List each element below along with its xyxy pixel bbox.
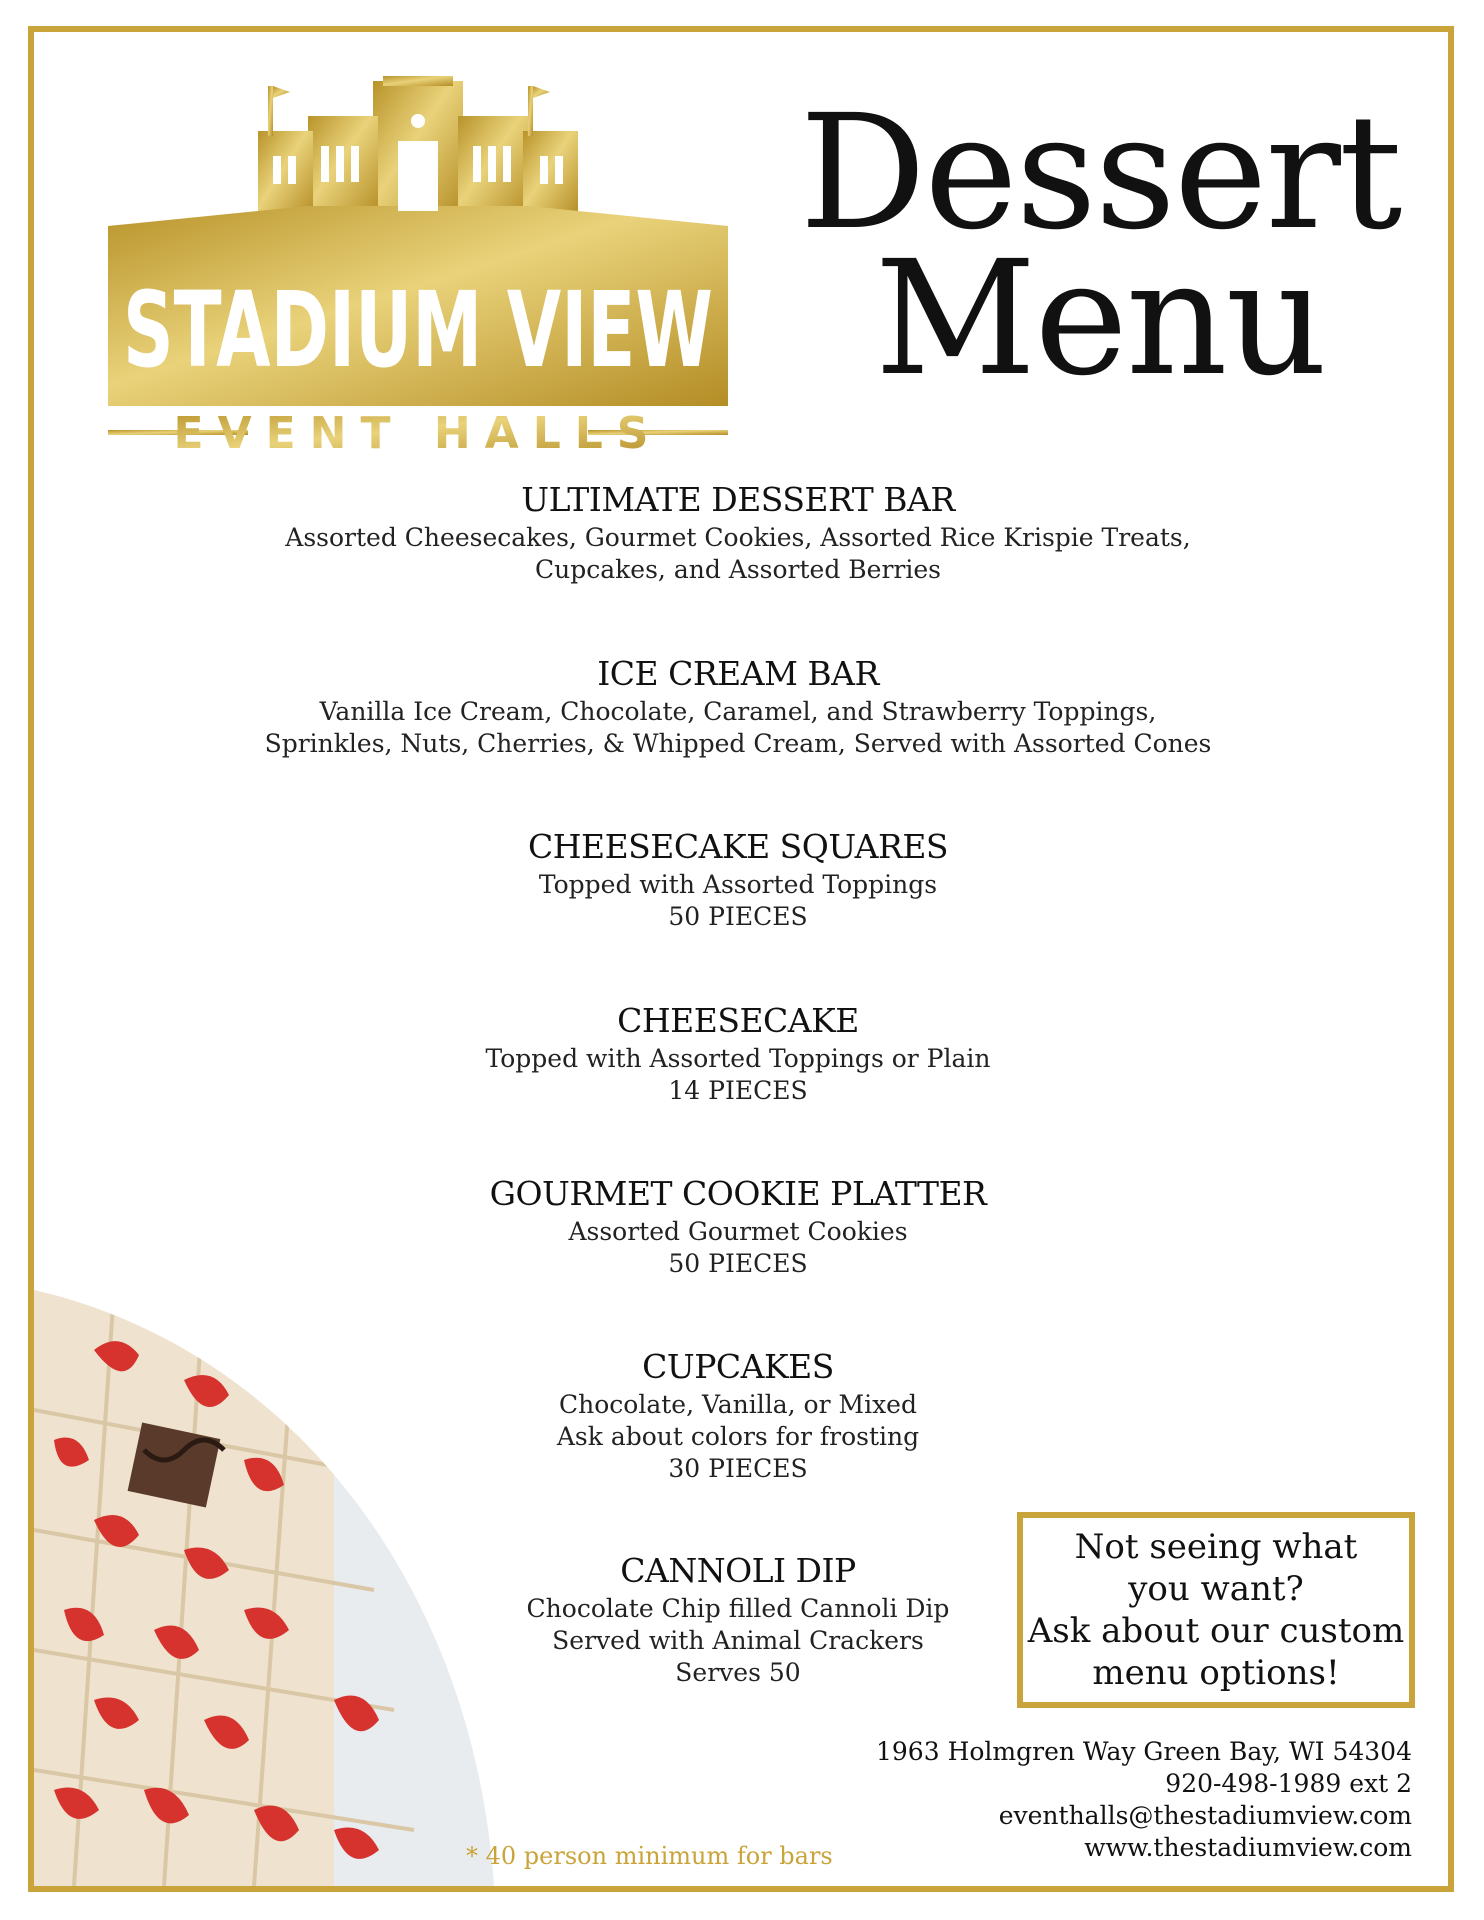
menu-item-ultimate-dessert-bar — [240, 478, 1236, 586]
menu-item-description: Chocolate, Vanilla, or Mixed — [559, 1390, 917, 1419]
custom-menu-callout — [1017, 1512, 1415, 1708]
menu-item-description: Sprinkles, Nuts, Cherries, & Whipped Cream, Served with Assorted Cones — [264, 729, 1212, 758]
menu-item-quantity: 14 PIECES — [668, 1076, 808, 1105]
menu-item-title: CANNOLI DIP — [620, 1551, 856, 1590]
svg-text:STADIUM VIEW: STADIUM VIEW — [123, 269, 713, 391]
menu-item-description: Cupcakes, and Assorted Berries — [535, 555, 941, 584]
menu-item-description: Assorted Gourmet Cookies — [568, 1217, 908, 1246]
minimum-note: * 40 person minimum for bars — [466, 1842, 833, 1870]
menu-item-cheesecake — [240, 999, 1236, 1107]
callout-line: menu options! — [1092, 1653, 1340, 1693]
menu-item-title: CUPCAKES — [642, 1347, 834, 1386]
menu-item-quantity: 50 PIECES — [668, 902, 808, 931]
menu-item-title: CHEESECAKE — [617, 1001, 859, 1040]
callout-line: Not seeing what — [1074, 1527, 1358, 1567]
menu-item-title: ICE CREAM BAR — [597, 654, 879, 693]
title-line-2: Menu — [874, 227, 1326, 411]
callout-line: you want? — [1128, 1569, 1304, 1609]
menu-item-ice-cream-bar — [240, 652, 1236, 760]
page-title — [760, 81, 1440, 411]
title-line-1: Dessert — [799, 81, 1401, 265]
menu-item-description: Assorted Cheesecakes, Gourmet Cookies, Assorted Rice Krispie Treats, — [285, 523, 1191, 552]
stadium-view-logo — [108, 76, 728, 459]
address: 1963 Holmgren Way Green Bay, WI 54304 — [876, 1737, 1412, 1766]
menu-item-quantity: 50 PIECES — [668, 1249, 808, 1278]
menu-item-title: GOURMET COOKIE PLATTER — [489, 1174, 987, 1213]
contact-info — [876, 1736, 1412, 1864]
menu-item-description: Chocolate Chip filled Cannoli Dip — [526, 1594, 950, 1623]
menu-item-quantity: Serves 50 — [675, 1658, 801, 1687]
menu-item-description: Vanilla Ice Cream, Chocolate, Caramel, and Strawberry Toppings, — [319, 697, 1157, 726]
menu-item-description: Served with Animal Crackers — [552, 1626, 924, 1655]
phone: 920-498-1989 ext 2 — [1165, 1769, 1412, 1798]
dessert-platter-image — [34, 1290, 494, 1886]
menu-item-description: Topped with Assorted Toppings — [538, 870, 938, 899]
callout-line: Ask about our custom — [1027, 1611, 1405, 1651]
menu-item-description: Topped with Assorted Toppings or Plain — [485, 1044, 991, 1073]
menu-item-title: CHEESECAKE SQUARES — [527, 827, 949, 866]
email-link[interactable]: eventhalls@thestadiumview.com — [998, 1801, 1412, 1830]
menu-item-title: ULTIMATE DESSERT BAR — [521, 480, 955, 519]
menu-item-cheesecake-squares — [240, 825, 1236, 933]
menu-item-quantity: 30 PIECES — [668, 1454, 808, 1483]
website-link[interactable]: www.thestadiumview.com — [1084, 1833, 1412, 1862]
menu-item-gourmet-cookie-platter — [240, 1172, 1236, 1280]
svg-text:EVENT HALLS: EVENT HALLS — [173, 408, 663, 459]
menu-item-description: Ask about colors for frosting — [556, 1422, 920, 1451]
